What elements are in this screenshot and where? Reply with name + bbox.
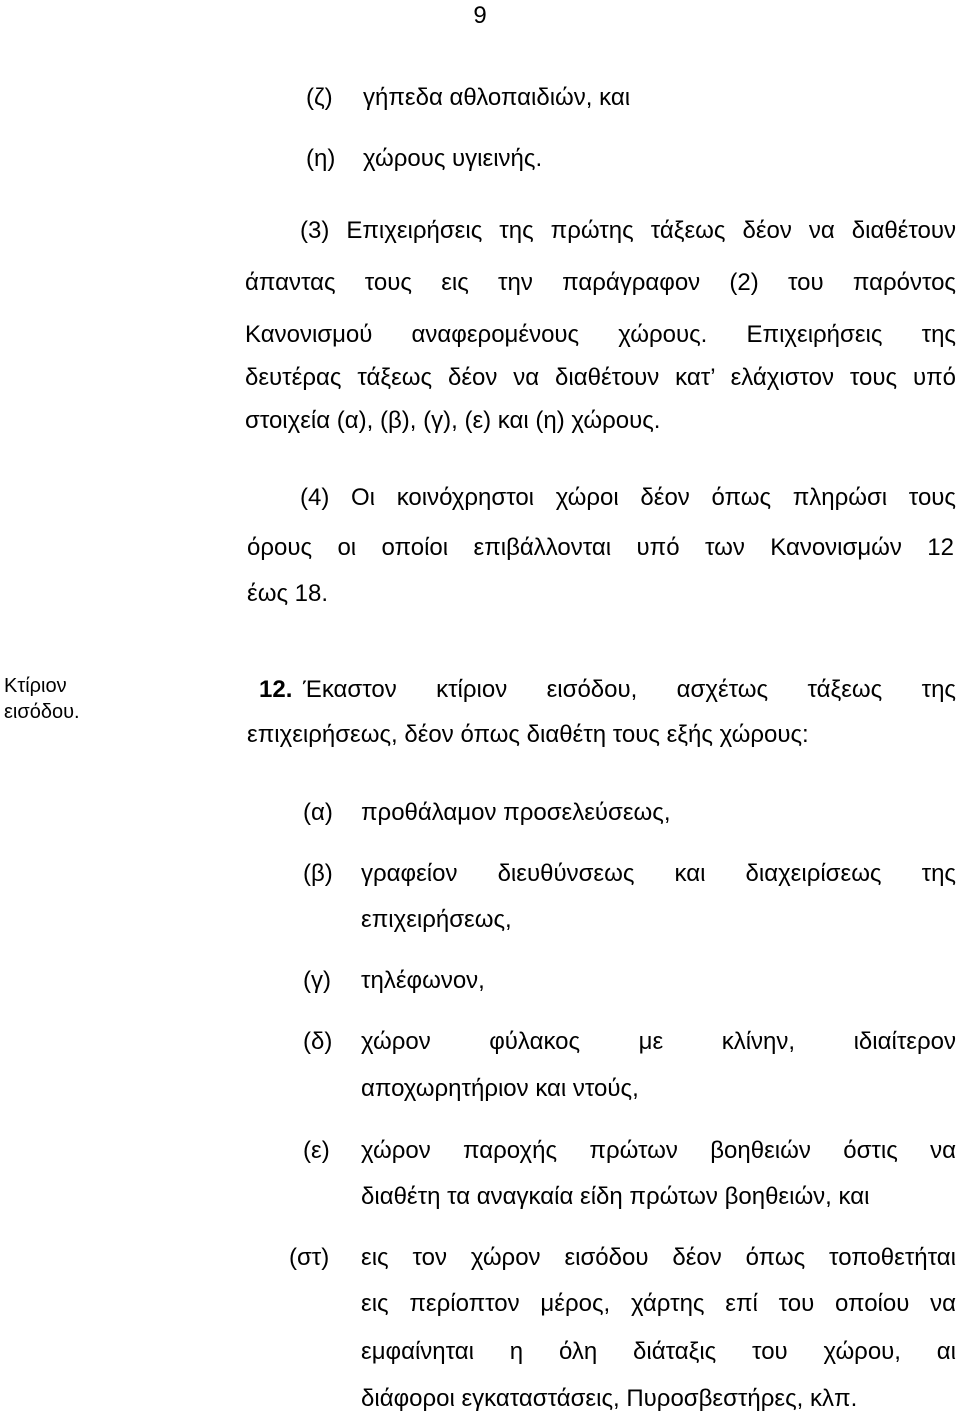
margin-note: Κτίριον [4,675,67,697]
paragraph-3-line: Κανονισμού αναφερομένους χώρους. Επιχειρήσεις της [245,321,956,348]
article-number: 12. [259,676,293,703]
paragraph-3-line: άπαντας τους εις την παράγραφον (2) του παρόντος [245,269,956,296]
paragraph-3-line: δευτέρας τάξεως δέον να διαθέτουν κατ’ ελάχιστον τους υπό [245,364,956,391]
list-item-label: (β) [303,860,333,887]
list-item-label: (α) [303,799,333,826]
paragraph-4-line: έως 18. [247,580,329,607]
list-item-text: εμφαίνηται η όλη διάταξις του χώρου, αι [361,1338,956,1365]
list-item-label: (γ) [303,967,331,994]
list-item-label: (ζ) [306,84,333,111]
list-item-label: (η) [306,145,336,172]
list-item-label: (στ) [289,1244,330,1271]
list-item-text: τηλέφωνον, [361,967,485,994]
list-item-label: (δ) [303,1028,333,1055]
list-item-text: χώρους υγιεινής. [363,145,543,172]
article-12-line: επιχειρήσεως, δέον όπως διαθέτη τους εξής χώρους: [247,721,809,748]
list-item-text: γραφείον διευθύνσεως και διαχειρίσεως της [361,860,956,887]
list-item-text: χώρον φύλακος με κλίνην, ιδιαίτερον [361,1028,956,1055]
list-item-text: γήπεδα αθλοπαιδιών, και [363,84,631,111]
article-12-line: Έκαστον κτίριον εισόδου, ασχέτως τάξεως της [303,676,956,703]
list-item-text: διάφοροι εγκαταστάσεις, Πυροσβεστήρες, κλπ. [361,1385,858,1412]
paragraph-3-line: (3) Επιχειρήσεις της πρώτης τάξεως δέον να διαθέτουν [300,217,956,244]
list-item-text: προθάλαμον προσελεύσεως, [361,799,671,826]
list-item-text: εις περίοπτον μέρος, χάρτης επί του οποίου να [361,1290,956,1317]
list-item-text: διαθέτη τα αναγκαία είδη πρώτων βοηθειών, και [361,1183,870,1210]
list-item-text: εις τον χώρον εισόδου δέον όπως τοποθετήται [361,1244,956,1271]
paragraph-3-line: στοιχεία (α), (β), (γ), (ε) και (η) χώρους. [245,407,661,434]
list-item-label: (ε) [303,1137,330,1164]
list-item-text: επιχειρήσεως, [361,906,512,933]
paragraph-4-line: όρους οι οποίοι επιβάλλονται υπό των Κανονισμών 12 [247,534,954,561]
page-number: 9 [473,2,487,29]
paragraph-4-line: (4) Οι κοινόχρηστοι χώροι δέον όπως πληρώσι τους [300,484,956,511]
list-item-text: αποχωρητήριον και ντούς, [361,1075,639,1102]
margin-note: εισόδου. [4,701,80,723]
list-item-text: χώρον παροχής πρώτων βοηθειών όστις να [361,1137,956,1164]
